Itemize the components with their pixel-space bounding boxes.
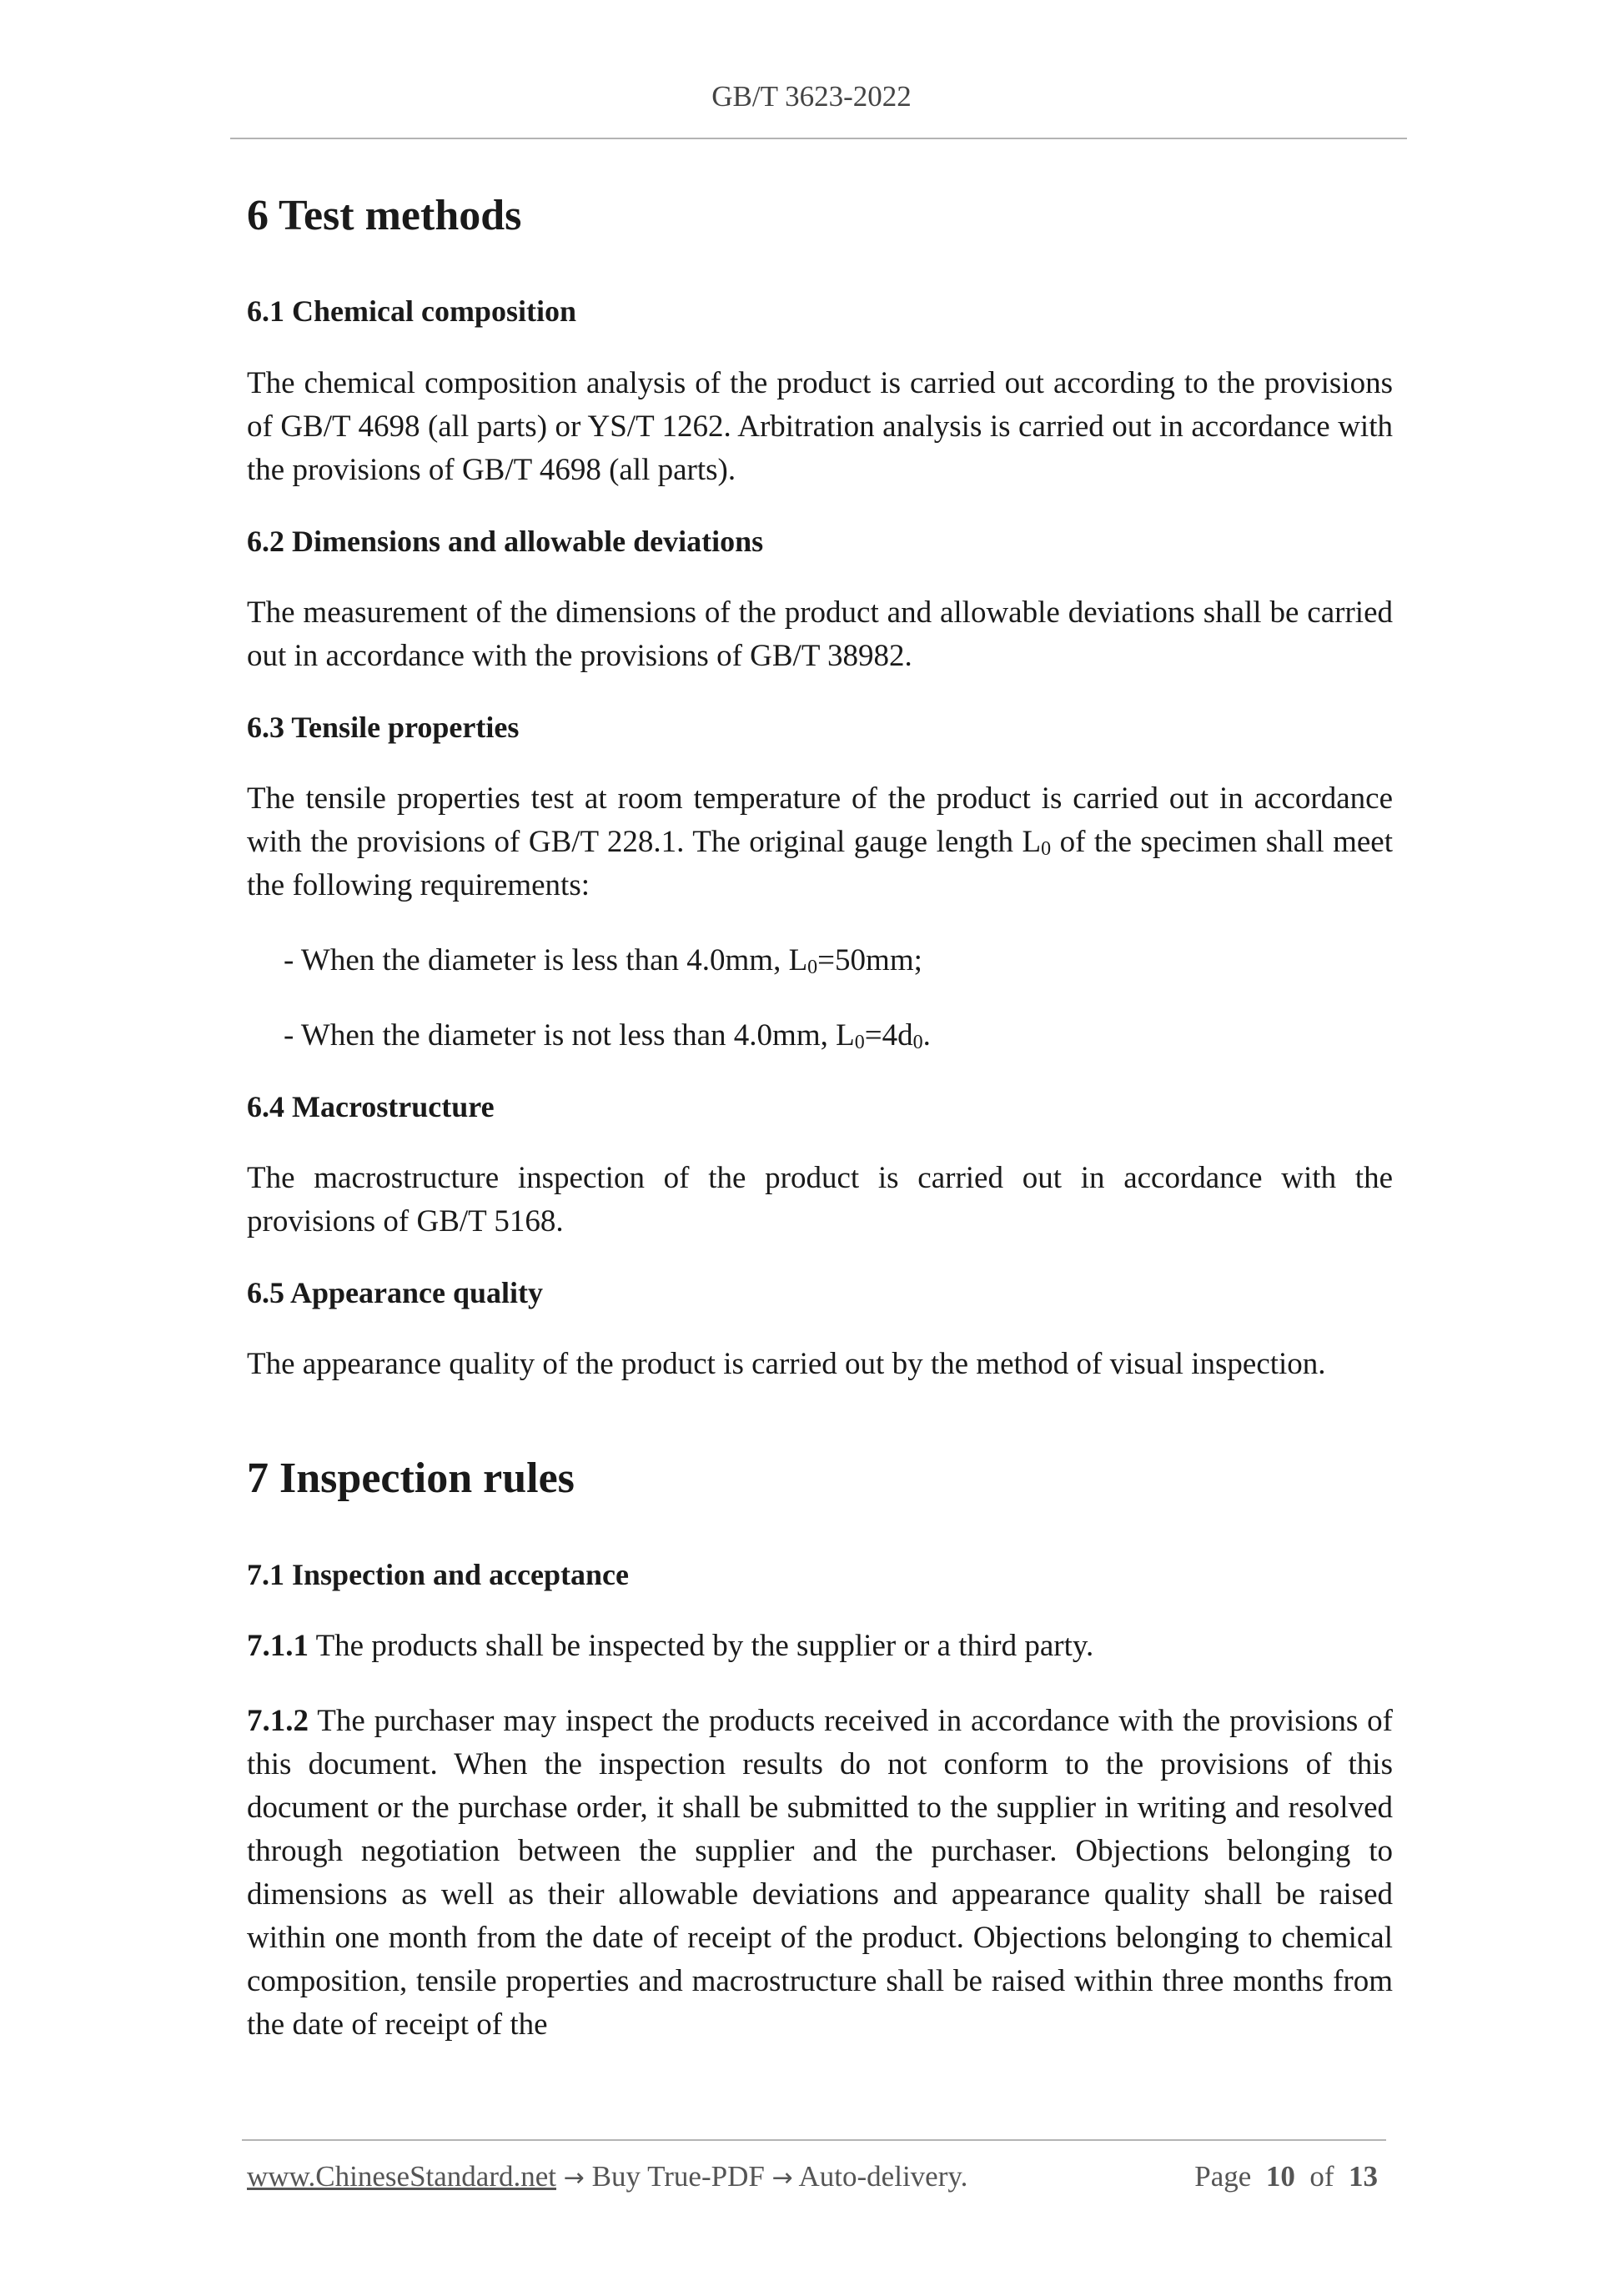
page-content [247,190,1393,2047]
clause-7-1-1: 7.1.1 The products shall be inspected by the supplier or a third party. [247,1628,1094,1663]
page-indicator: Page 10 of 13 [1194,2160,1378,2193]
subsection-6-2-text: The measurement of the dimensions of the product and allowable deviations shall be carried out in accordance with the provisions of GB/T 38982. [247,595,1393,673]
footer-divider [242,2139,1386,2141]
list-item: - When the diameter is less than 4.0mm, L0=50mm; [284,942,922,978]
arrow-right-icon: → [771,2163,793,2193]
footer-delivery-text: Auto-delivery. [798,2160,968,2193]
footer-buy-text: Buy True-PDF [591,2160,765,2193]
footer-promo [247,2160,967,2193]
document-header: GB/T 3623-2022 [711,80,912,113]
arrow-right-icon: → [563,2163,585,2193]
header-divider [230,138,1407,139]
list-item: - When the diameter is not less than 4.0mm, L0=4d0. [284,1017,931,1053]
subsection-6-4-heading: 6.4 Macrostructure [247,1089,495,1123]
section-7-heading: 7 Inspection rules [247,1454,575,1503]
section-6-heading: 6 Test methods [247,192,522,239]
subsection-6-5-heading: 6.5 Appearance quality [247,1276,544,1310]
current-page: 10 [1265,2160,1295,2193]
total-pages: 13 [1349,2160,1378,2193]
clause-7-1-2: 7.1.2 The purchaser may inspect the products received in accordance with the provisions of this document. When the inspection results do not conform to the provisions of this document or the purchase order, it shall be submitted to the supplier in writing and resolved through negotiation between the supplier and the purchaser. Objections belonging to dimensions as well as their allowable deviations and appearance quality shall be raised within one month from the date of receipt of the product. Objections belonging to chemical composition, tensile properties and macrostructure shall be raised within three months from the date of receipt of the [247,1703,1393,2042]
subsection-7-1-heading: 7.1 Inspection and acceptance [247,1557,629,1591]
subsection-6-2-heading: 6.2 Dimensions and allowable deviations [247,524,764,558]
subsection-6-5-text: The appearance quality of the product is carried out by the method of visual inspection. [247,1347,1326,1382]
page-footer [247,2160,1393,2193]
subsection-6-4-text: The macrostructure inspection of the product is carried out in accordance with the provisions of GB/T 5168. [247,1161,1393,1239]
subsection-6-1-heading: 6.1 Chemical composition [247,294,576,329]
subsection-6-1-text: The chemical composition analysis of the product is carried out according to the provisions of GB/T 4698 (all parts) or YS/T 1262. Arbitration analysis is carried out in accordance with the provisions of GB/T 4698 (all parts). [247,365,1393,487]
chinesestandard-link[interactable]: www.ChineseStandard.net [247,2160,556,2193]
subsection-6-3-text: The tensile properties test at room temperature of the product is carried out in accordance with the provisions of GB/T 228.1. The original gauge length L0 of the specimen shall meet the following requirements: [247,781,1393,902]
subsection-6-3-heading: 6.3 Tensile properties [247,710,520,744]
